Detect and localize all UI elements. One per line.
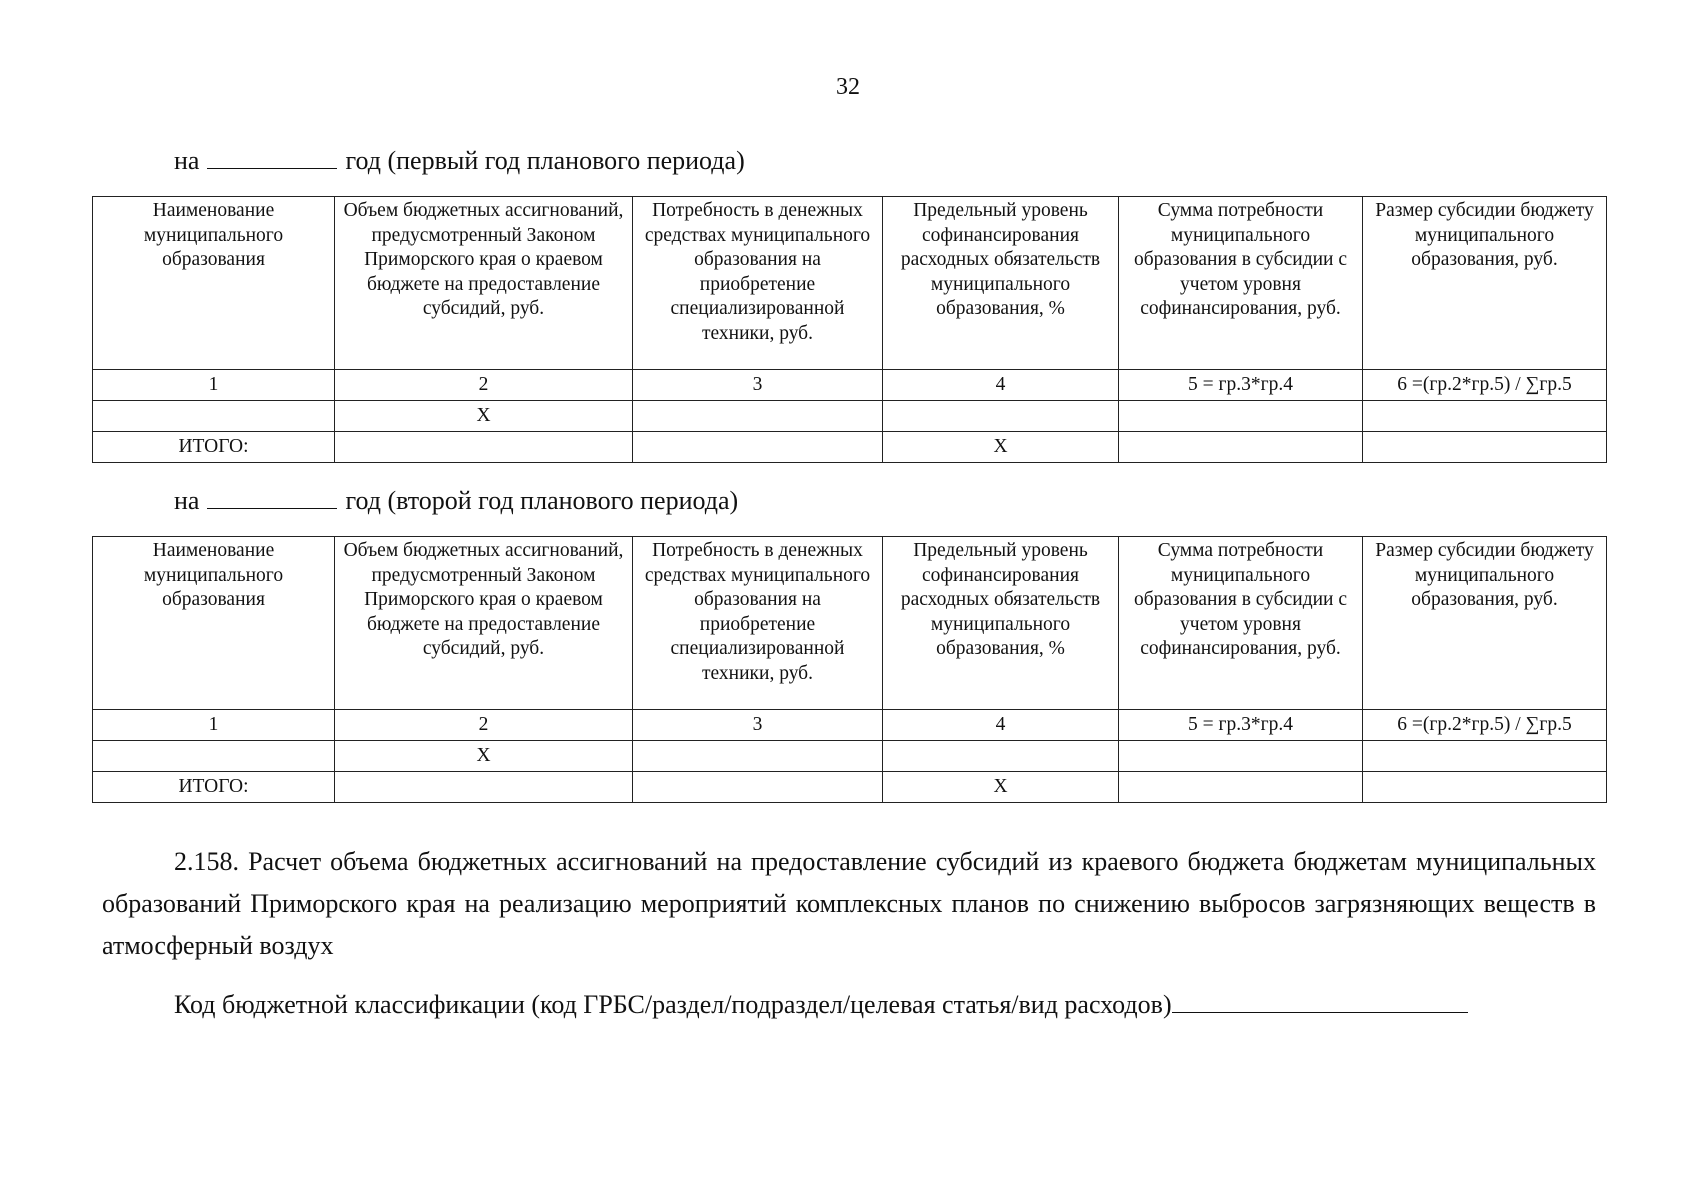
column-number: 1 (93, 710, 335, 741)
table-cell: X (335, 401, 633, 432)
period-suffix: год (первый год планового периода) (345, 146, 745, 175)
budget-classification-line (174, 988, 1468, 1020)
period-heading-second (174, 486, 738, 516)
column-number: 6 =(гр.2*гр.5) / ∑гр.5 (1363, 370, 1607, 401)
table-cell (633, 772, 883, 803)
table-cell: X (335, 741, 633, 772)
column-number: 4 (883, 370, 1119, 401)
table-cell (93, 401, 335, 432)
table-header-row (93, 537, 1607, 710)
year-blank (207, 148, 337, 169)
table-cell (1119, 401, 1363, 432)
table-cell: X (883, 432, 1119, 463)
total-row (93, 772, 1607, 803)
header-cell: Наименование муниципального образования (93, 537, 335, 710)
column-number: 5 = гр.3*гр.4 (1119, 710, 1363, 741)
table-cell (1363, 432, 1607, 463)
header-cell: Предельный уровень софинансирования расходных обязательств муниципального образования, % (883, 197, 1119, 370)
header-cell: Предельный уровень софинансирования расходных обязательств муниципального образования, % (883, 537, 1119, 710)
table-cell: X (883, 772, 1119, 803)
year-blank (207, 488, 337, 509)
table-cell (1363, 401, 1607, 432)
table-cell (1363, 741, 1607, 772)
table-cell (1119, 741, 1363, 772)
column-number-row (93, 370, 1607, 401)
table-cell: ИТОГО: (93, 432, 335, 463)
column-number: 6 =(гр.2*гр.5) / ∑гр.5 (1363, 710, 1607, 741)
table-cell (883, 741, 1119, 772)
table-cell (335, 772, 633, 803)
column-number: 5 = гр.3*гр.4 (1119, 370, 1363, 401)
column-number: 1 (93, 370, 335, 401)
table-cell (633, 432, 883, 463)
period-prefix: на (174, 146, 200, 175)
header-cell: Сумма потребности муниципального образования в субсидии с учетом уровня софинансирования, руб. (1119, 537, 1363, 710)
table-row (93, 401, 1607, 432)
period-heading-first (174, 146, 745, 176)
header-cell: Объем бюджетных ассигнований, предусмотренный Законом Приморского края о краевом бюджете на предоставление субсидий, руб. (335, 197, 633, 370)
header-cell: Потребность в денежных средствах муниципального образования на приобретение специализированной техники, руб. (633, 537, 883, 710)
section-paragraph (102, 841, 1596, 967)
paragraph-text: 2.158. Расчет объема бюджетных ассигнований на предоставление субсидий из краевого бюджета бюджетам муниципальных образований Приморского края на реализацию мероприятий комплексных планов по снижению выбросов загрязняющих веществ в атмосферный воздух (102, 847, 1596, 960)
table-cell (1119, 772, 1363, 803)
table-cell (1119, 432, 1363, 463)
table-cell (1363, 772, 1607, 803)
column-number: 2 (335, 710, 633, 741)
header-cell: Размер субсидии бюджету муниципального образования, руб. (1363, 197, 1607, 370)
column-number: 4 (883, 710, 1119, 741)
table-header-row (93, 197, 1607, 370)
period-prefix: на (174, 486, 200, 515)
total-row (93, 432, 1607, 463)
header-cell: Сумма потребности муниципального образования в субсидии с учетом уровня софинансирования, руб. (1119, 197, 1363, 370)
column-number-row (93, 710, 1607, 741)
header-cell: Размер субсидии бюджету муниципального образования, руб. (1363, 537, 1607, 710)
period-suffix: год (второй год планового периода) (345, 486, 739, 515)
table-cell (93, 741, 335, 772)
table-cell (633, 741, 883, 772)
table-row (93, 741, 1607, 772)
column-number: 3 (633, 370, 883, 401)
table-cell (883, 401, 1119, 432)
page-number: 32 (836, 74, 860, 100)
column-number: 2 (335, 370, 633, 401)
subsidy-table-first-year (92, 196, 1607, 463)
header-cell: Объем бюджетных ассигнований, предусмотренный Законом Приморского края о краевом бюджете на предоставление субсидий, руб. (335, 537, 633, 710)
subsidy-table-second-year (92, 536, 1607, 803)
column-number: 3 (633, 710, 883, 741)
table-cell (633, 401, 883, 432)
table-cell (335, 432, 633, 463)
kbk-fill-line (1172, 988, 1468, 1013)
table-cell: ИТОГО: (93, 772, 335, 803)
header-cell: Потребность в денежных средствах муниципального образования на приобретение специализированной техники, руб. (633, 197, 883, 370)
kbk-label: Код бюджетной классификации (код ГРБС/раздел/подраздел/целевая статья/вид расходов) (174, 990, 1172, 1019)
header-cell: Наименование муниципального образования (93, 197, 335, 370)
